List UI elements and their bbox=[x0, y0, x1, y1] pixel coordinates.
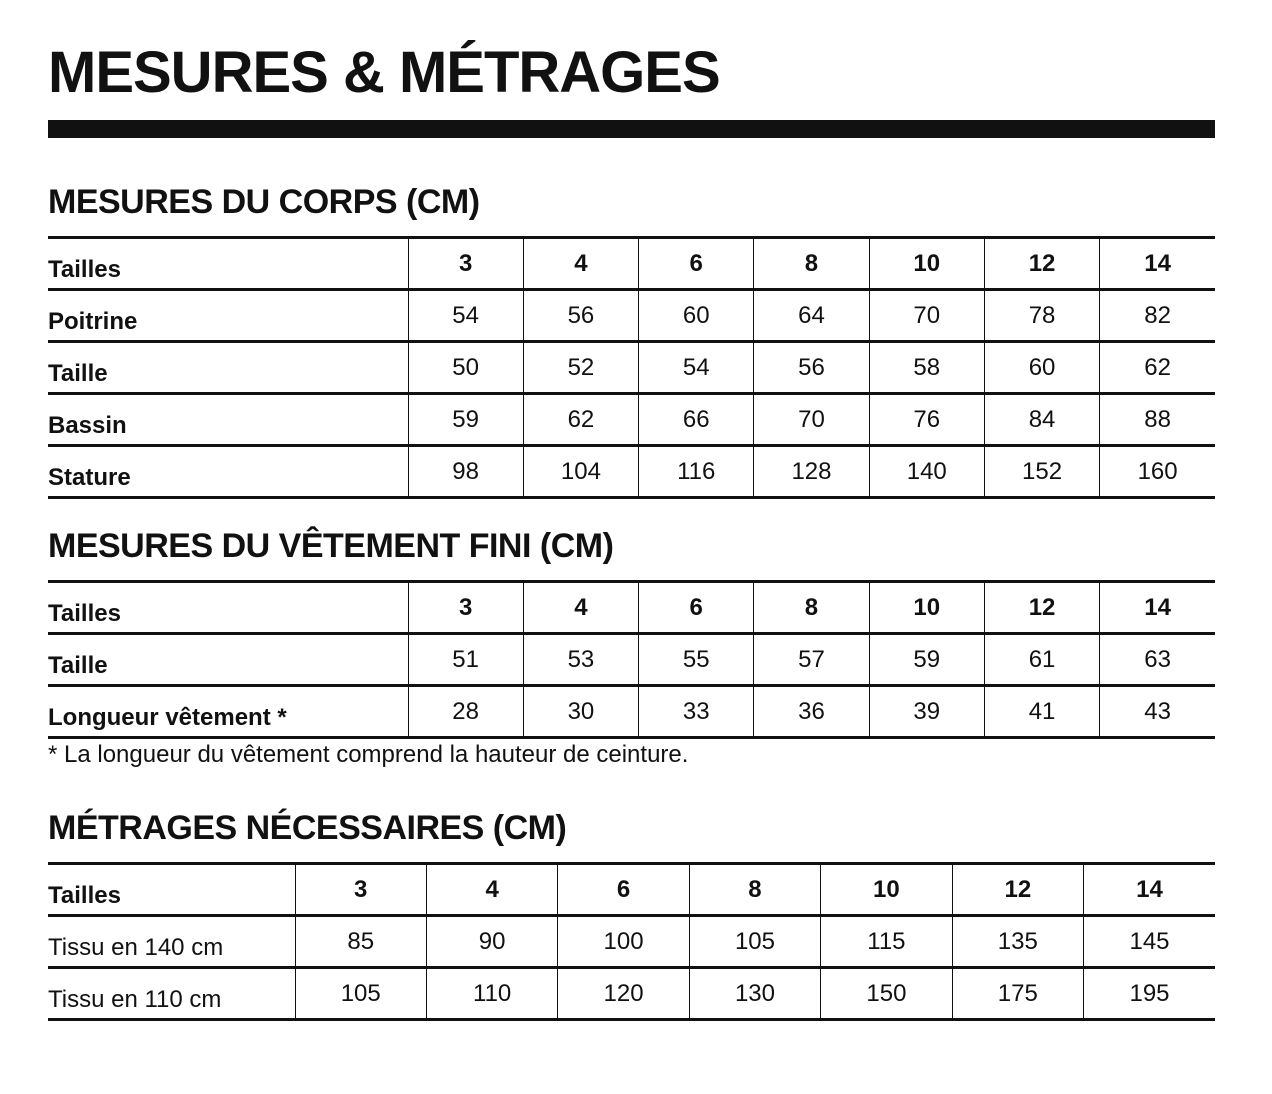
measurement-cell: 110 bbox=[426, 968, 557, 1020]
measurement-cell: 63 bbox=[1100, 634, 1215, 686]
measurement-cell: 135 bbox=[952, 916, 1083, 968]
measurement-cell: 62 bbox=[523, 394, 638, 446]
size-header-cell: 12 bbox=[952, 864, 1083, 916]
measurement-cell: 50 bbox=[408, 342, 523, 394]
size-header-cell: 4 bbox=[426, 864, 557, 916]
row-label: Taille bbox=[48, 342, 408, 394]
measurement-cell: 105 bbox=[689, 916, 820, 968]
header-label: Tailles bbox=[48, 864, 295, 916]
table-row bbox=[48, 342, 1215, 394]
measurement-cell: 70 bbox=[754, 394, 869, 446]
size-header-cell: 12 bbox=[984, 582, 1099, 634]
measurement-cell: 55 bbox=[639, 634, 754, 686]
section-heading-finished-garment: MESURES DU VÊTEMENT FINI (CM) bbox=[48, 527, 614, 565]
section-heading-body-measurements: MESURES DU CORPS (CM) bbox=[48, 183, 480, 221]
row-label: Tissu en 140 cm bbox=[48, 916, 295, 968]
measurement-cell: 61 bbox=[984, 634, 1099, 686]
measurement-cell: 90 bbox=[426, 916, 557, 968]
measurement-cell: 195 bbox=[1084, 968, 1215, 1020]
size-header-cell: 8 bbox=[689, 864, 820, 916]
section-heading-fabric-yardage: MÉTRAGES NÉCESSAIRES (CM) bbox=[48, 809, 567, 847]
table-row bbox=[48, 446, 1215, 498]
measurement-cell: 41 bbox=[984, 686, 1099, 738]
measurement-cell: 104 bbox=[523, 446, 638, 498]
measurement-cell: 53 bbox=[523, 634, 638, 686]
measurement-cell: 128 bbox=[754, 446, 869, 498]
measurement-cell: 51 bbox=[408, 634, 523, 686]
size-header-cell: 10 bbox=[869, 238, 984, 290]
measurement-cell: 60 bbox=[639, 290, 754, 342]
measurement-cell: 98 bbox=[408, 446, 523, 498]
page-title: MESURES & MÉTRAGES bbox=[48, 40, 720, 105]
finished-garment-table bbox=[48, 580, 1215, 739]
measurement-cell: 105 bbox=[295, 968, 426, 1020]
body-measurements-table bbox=[48, 236, 1215, 499]
table-header-row bbox=[48, 864, 1215, 916]
garment-length-footnote: * La longueur du vêtement comprend la hauteur de ceinture. bbox=[48, 741, 689, 768]
row-label: Tissu en 110 cm bbox=[48, 968, 295, 1020]
size-header-cell: 8 bbox=[754, 238, 869, 290]
measurement-cell: 60 bbox=[984, 342, 1099, 394]
measurement-cell: 152 bbox=[984, 446, 1099, 498]
measurement-cell: 64 bbox=[754, 290, 869, 342]
measurement-cell: 33 bbox=[639, 686, 754, 738]
measurement-cell: 150 bbox=[821, 968, 952, 1020]
measurement-cell: 100 bbox=[558, 916, 689, 968]
table-header-row bbox=[48, 238, 1215, 290]
size-header-cell: 3 bbox=[295, 864, 426, 916]
table-row bbox=[48, 634, 1215, 686]
measurement-cell: 82 bbox=[1100, 290, 1215, 342]
row-label: Longueur vêtement * bbox=[48, 686, 408, 738]
size-header-cell: 12 bbox=[984, 238, 1099, 290]
measurement-cell: 160 bbox=[1100, 446, 1215, 498]
row-label: Stature bbox=[48, 446, 408, 498]
measurement-cell: 115 bbox=[821, 916, 952, 968]
size-header-cell: 14 bbox=[1100, 238, 1215, 290]
measurement-cell: 30 bbox=[523, 686, 638, 738]
row-label: Taille bbox=[48, 634, 408, 686]
measurement-cell: 56 bbox=[523, 290, 638, 342]
measurement-cell: 54 bbox=[408, 290, 523, 342]
measurement-cell: 59 bbox=[869, 634, 984, 686]
measurement-cell: 88 bbox=[1100, 394, 1215, 446]
measurement-cell: 130 bbox=[689, 968, 820, 1020]
measurement-cell: 140 bbox=[869, 446, 984, 498]
measurement-cell: 36 bbox=[754, 686, 869, 738]
measurement-cell: 85 bbox=[295, 916, 426, 968]
size-header-cell: 10 bbox=[869, 582, 984, 634]
title-divider-bar bbox=[48, 120, 1215, 138]
table-row bbox=[48, 968, 1215, 1020]
measurement-cell: 145 bbox=[1084, 916, 1215, 968]
measurement-cell: 43 bbox=[1100, 686, 1215, 738]
measurement-cell: 116 bbox=[639, 446, 754, 498]
measurement-cell: 78 bbox=[984, 290, 1099, 342]
header-label: Tailles bbox=[48, 582, 408, 634]
measurement-cell: 84 bbox=[984, 394, 1099, 446]
measurement-cell: 52 bbox=[523, 342, 638, 394]
table-row bbox=[48, 686, 1215, 738]
row-label: Poitrine bbox=[48, 290, 408, 342]
size-header-cell: 14 bbox=[1100, 582, 1215, 634]
measurement-cell: 39 bbox=[869, 686, 984, 738]
header-label: Tailles bbox=[48, 238, 408, 290]
size-header-cell: 8 bbox=[754, 582, 869, 634]
measurement-cell: 66 bbox=[639, 394, 754, 446]
size-header-cell: 6 bbox=[639, 238, 754, 290]
table-header-row bbox=[48, 582, 1215, 634]
measurement-cell: 28 bbox=[408, 686, 523, 738]
size-header-cell: 6 bbox=[639, 582, 754, 634]
size-header-cell: 6 bbox=[558, 864, 689, 916]
table-row bbox=[48, 290, 1215, 342]
fabric-yardage-table bbox=[48, 862, 1215, 1021]
size-header-cell: 3 bbox=[408, 238, 523, 290]
measurement-cell: 175 bbox=[952, 968, 1083, 1020]
size-header-cell: 14 bbox=[1084, 864, 1215, 916]
size-header-cell: 10 bbox=[821, 864, 952, 916]
row-label: Bassin bbox=[48, 394, 408, 446]
measurement-cell: 76 bbox=[869, 394, 984, 446]
measurement-cell: 56 bbox=[754, 342, 869, 394]
size-header-cell: 4 bbox=[523, 238, 638, 290]
size-header-cell: 3 bbox=[408, 582, 523, 634]
measurement-cell: 58 bbox=[869, 342, 984, 394]
measurement-cell: 54 bbox=[639, 342, 754, 394]
measurement-cell: 59 bbox=[408, 394, 523, 446]
table-row bbox=[48, 916, 1215, 968]
size-header-cell: 4 bbox=[523, 582, 638, 634]
measurement-cell: 62 bbox=[1100, 342, 1215, 394]
measurement-cell: 57 bbox=[754, 634, 869, 686]
measurement-cell: 70 bbox=[869, 290, 984, 342]
measurement-cell: 120 bbox=[558, 968, 689, 1020]
table-row bbox=[48, 394, 1215, 446]
